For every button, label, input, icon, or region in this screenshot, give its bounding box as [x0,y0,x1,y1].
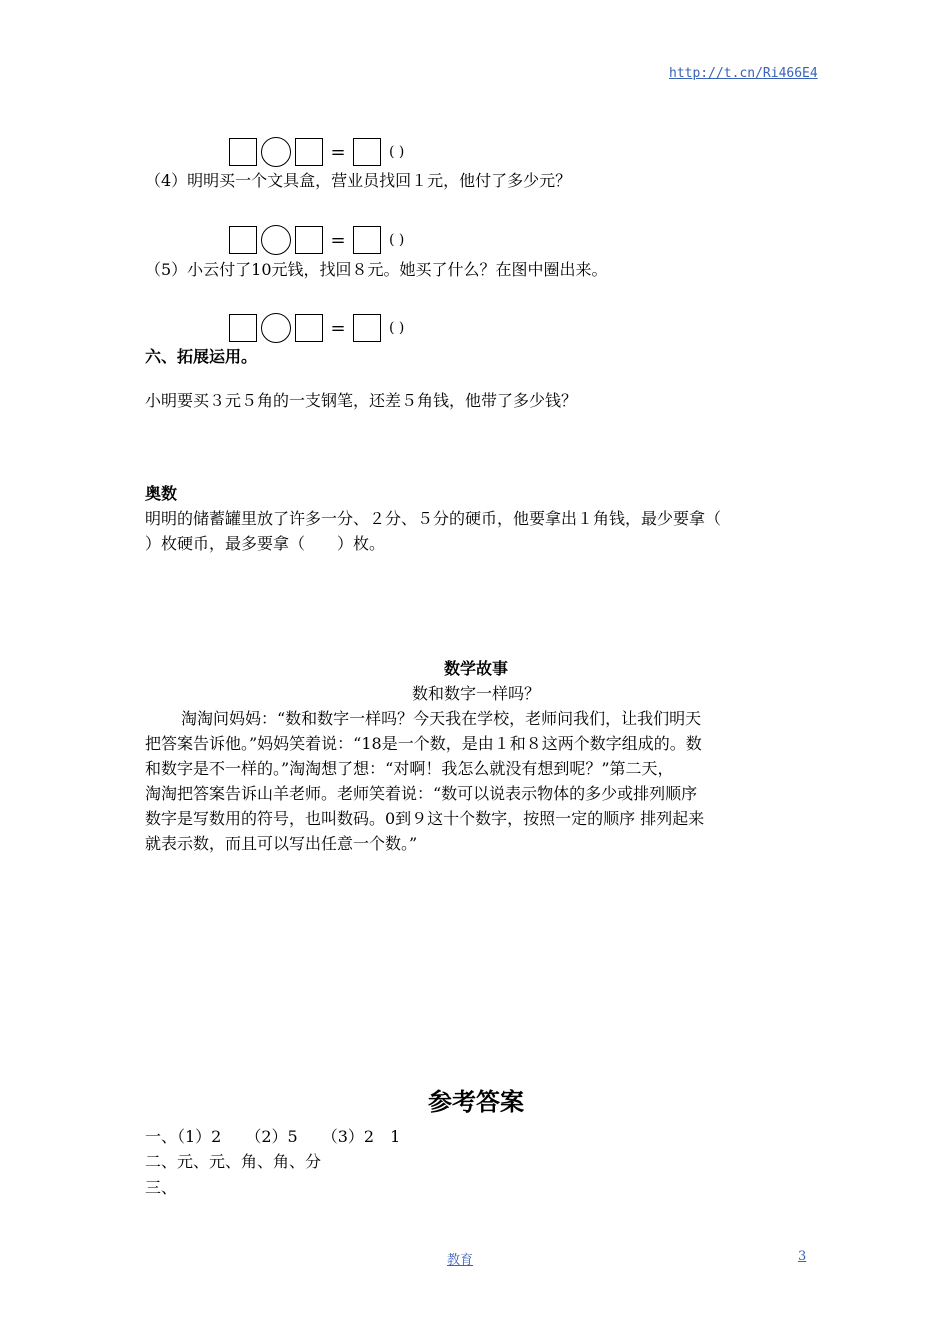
answer-box [353,314,381,342]
answers-line-3: 三、 [145,1178,178,1197]
page-number[interactable]: 3 [798,1249,807,1264]
answer-box [229,314,257,342]
story-line: 淘淘把答案告诉山羊老师。老师笑着说：“数可以说表示物体的多少或排列顺序 [145,784,698,803]
story-body [145,706,807,856]
equals-sign: = [330,317,346,339]
story-line: 和数字是不一样的。”淘淘想了想：“对啊！我怎么就没有想到呢？”第二天， [145,759,674,778]
unit-blank: ( ) [389,232,405,248]
answers-title: 参考答案 [428,1088,524,1116]
section-6-question: 小明要买３元５角的一支钢笔，还差５角钱，他带了多少钱？ [145,391,578,410]
answers-line-1: 一、（1）2 （2）5 （3）2 1 [145,1127,401,1146]
answer-box [295,314,323,342]
answer-box [353,226,381,254]
header-url-link[interactable]: http://t.cn/Ri466E4 [669,66,818,81]
story-subtitle: 数和数字一样吗？ [411,684,540,703]
olympiad-line-1: 明明的储蓄罐里放了许多一分、２分、５分的硬币，他要拿出１角钱，最少要拿（ [145,509,722,528]
olympiad-title: 奥数 [145,484,178,503]
answer-box [295,138,323,166]
answer-box [229,138,257,166]
operator-circle [261,225,291,255]
story-title: 数学故事 [443,659,508,678]
section-6-title: 六、拓展运用。 [145,347,258,366]
story-line: 就表示数，而且可以写出任意一个数。” [145,834,418,853]
story-line: 数字是写数用的符号，也叫数码。0到９这十个数字，按照一定的顺序 排列起来 [145,809,705,828]
operator-circle [261,313,291,343]
equation-row-1 [229,137,404,167]
answer-box [295,226,323,254]
equals-sign: = [330,141,346,163]
equals-sign: = [330,229,346,251]
olympiad-line-2: ）枚硬币，最多要拿（ ）枚。 [145,534,386,553]
unit-blank: ( ) [389,320,405,336]
answers-line-2: 二、元、元、角、角、分 [145,1152,322,1171]
answer-box [353,138,381,166]
question-5: （5）小云付了10元钱，找回８元。她买了什么？在图中圈出来。 [145,260,608,279]
story-line: 把答案告诉他。”妈妈笑着说：“18是一个数，是由１和８这两个数字组成的。数 [145,734,702,753]
operator-circle [261,137,291,167]
question-4: （4）明明买一个文具盒，营业员找回１元，他付了多少元？ [145,171,572,190]
equation-row-3 [229,313,404,343]
story-line: 淘淘问妈妈：“数和数字一样吗？今天我在学校，老师问我们，让我们明天 [181,709,702,728]
answer-box [229,226,257,254]
unit-blank: ( ) [389,144,405,160]
footer-link[interactable]: 教育 [447,1253,474,1268]
equation-row-2 [229,225,404,255]
